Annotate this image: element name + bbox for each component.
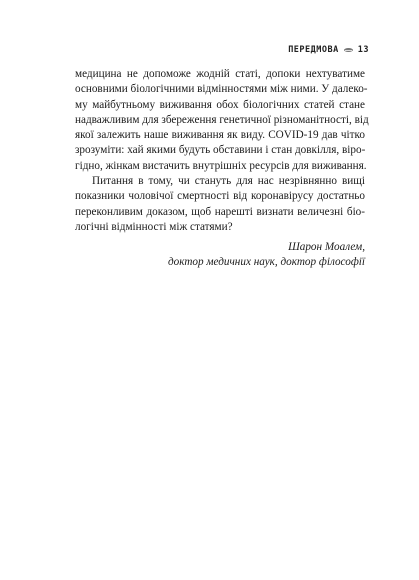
paragraph-2 <box>75 174 365 235</box>
text-line: логічні відмінності між статями? <box>75 220 233 233</box>
author-credentials: доктор медичних наук, доктор філософії <box>167 256 365 269</box>
text-line: Питання в тому, чи стануть для нас незрівнянно вищі <box>92 175 365 188</box>
text-line: гідно, жінкам вистачить внутрішніх ресурсів для виживання. <box>75 159 367 172</box>
text-line: му майбутньому виживання обох біологічних статей стане <box>75 98 365 111</box>
text-line: якої залежить наше виживання як виду. COVID-19 дав чітко <box>75 129 365 142</box>
text-line: показники чоловічої смертності від коронавірусу достатньо <box>75 190 365 203</box>
text-line: основними біологічними відмінностями між ними. У далеко- <box>75 83 368 96</box>
page-number: 13 <box>357 45 369 55</box>
author-signature <box>168 240 365 271</box>
text-line: зрозуміти: хай якими будуть обставини і стан довкілля, віро- <box>75 144 366 157</box>
author-name: Шарон Моалем, <box>288 241 365 253</box>
body-text <box>75 67 369 235</box>
running-header <box>288 45 369 55</box>
text-line: медицина не допоможе жодній статі, допоки нехтуватиме <box>75 68 365 80</box>
text-line: переконливим доказом, щоб нарешті визнати величезні біо- <box>75 205 365 218</box>
text-line: надважливим для збереження генетичної різноманітності, від <box>75 113 369 126</box>
paragraph-1 <box>75 67 369 174</box>
leaf-ornament-icon <box>344 48 353 52</box>
section-title: ПЕРЕДМОВА <box>288 45 339 55</box>
